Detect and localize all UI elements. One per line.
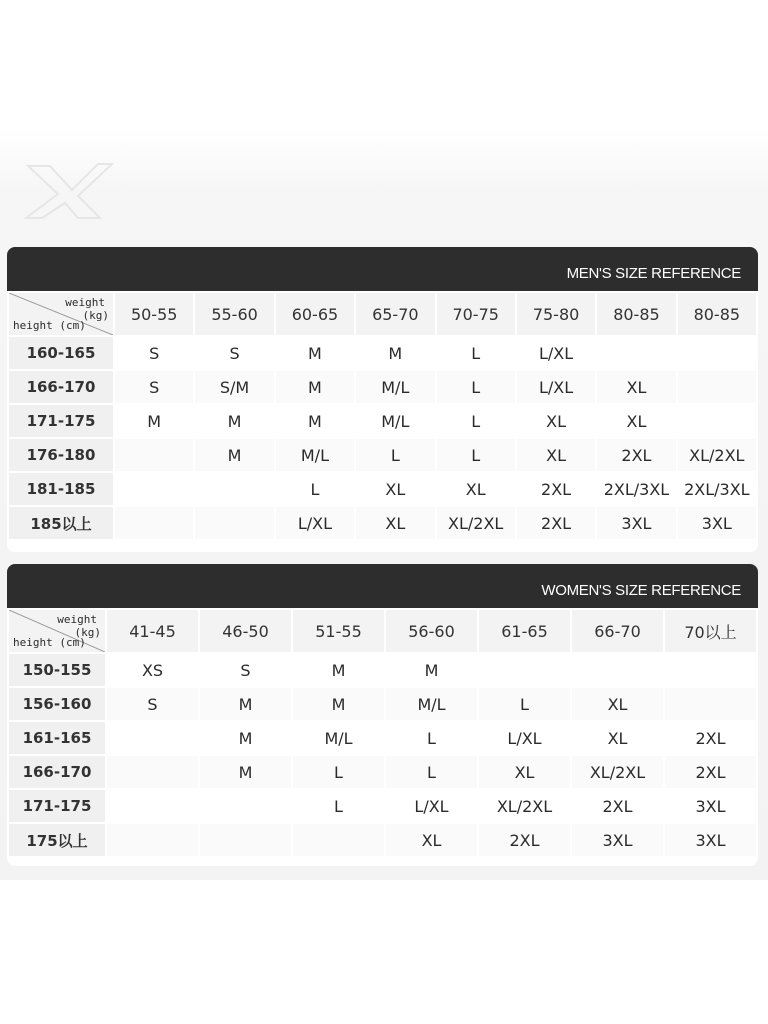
kg-label: (kg) <box>82 309 109 322</box>
size-cell: XL <box>597 405 675 437</box>
size-cell: M <box>200 722 291 754</box>
size-cell: L/XL <box>517 337 595 369</box>
size-cell: L/XL <box>479 722 570 754</box>
size-cell: XS <box>107 654 198 686</box>
height-label: height (cm) <box>13 636 86 649</box>
size-cell: L <box>276 473 354 505</box>
size-cell <box>678 337 756 369</box>
women-header-row <box>9 610 756 652</box>
size-cell <box>107 824 198 856</box>
size-cell: 3XL <box>665 790 756 822</box>
size-cell: XL <box>597 371 675 403</box>
size-cell: M/L <box>356 371 434 403</box>
height-row-header: 185以上 <box>9 507 113 539</box>
table-row <box>9 688 756 720</box>
size-cell: M/L <box>293 722 384 754</box>
height-row-header: 161-165 <box>9 722 105 754</box>
size-cell: XL <box>356 473 434 505</box>
size-cell: M <box>276 337 354 369</box>
size-cell: M <box>293 688 384 720</box>
size-cell: L <box>293 756 384 788</box>
table-row <box>9 756 756 788</box>
height-row-header: 166-170 <box>9 756 105 788</box>
table-row <box>9 405 756 437</box>
size-cell: S/M <box>195 371 273 403</box>
men-header-row <box>9 293 756 335</box>
kg-label: (kg) <box>74 626 101 639</box>
size-cell: 2XL <box>665 722 756 754</box>
size-cell <box>200 790 291 822</box>
size-cell: 3XL <box>572 824 663 856</box>
size-cell: L <box>437 337 515 369</box>
size-cell <box>479 654 570 686</box>
size-cell: L <box>479 688 570 720</box>
weight-column-header: 61-65 <box>479 610 570 652</box>
size-cell: S <box>200 654 291 686</box>
size-cell: L <box>437 371 515 403</box>
height-row-header: 171-175 <box>9 405 113 437</box>
size-cell <box>115 439 193 471</box>
table-row <box>9 824 756 856</box>
size-cell: L <box>356 439 434 471</box>
size-cell: XL <box>572 722 663 754</box>
height-row-header: 181-185 <box>9 473 113 505</box>
table-row <box>9 722 756 754</box>
height-row-header: 171-175 <box>9 790 105 822</box>
weight-column-header: 80-85 <box>678 293 756 335</box>
height-row-header: 175以上 <box>9 824 105 856</box>
size-cell: M/L <box>386 688 477 720</box>
weight-column-header: 75-80 <box>517 293 595 335</box>
weight-column-header: 55-60 <box>195 293 273 335</box>
table-row <box>9 654 756 686</box>
size-cell: S <box>195 337 273 369</box>
size-cell: XL <box>479 756 570 788</box>
size-cell: M <box>115 405 193 437</box>
size-cell: 2XL <box>572 790 663 822</box>
corner-cell <box>9 610 105 652</box>
weight-column-header: 60-65 <box>276 293 354 335</box>
size-cell: S <box>115 337 193 369</box>
size-cell <box>107 790 198 822</box>
height-row-header: 160-165 <box>9 337 113 369</box>
size-cell: XL <box>517 439 595 471</box>
size-cell <box>293 824 384 856</box>
size-cell <box>597 337 675 369</box>
size-cell: L <box>386 756 477 788</box>
size-cell: L/XL <box>386 790 477 822</box>
weight-column-header: 56-60 <box>386 610 477 652</box>
size-cell: L <box>386 722 477 754</box>
size-cell: XL <box>572 688 663 720</box>
size-cell <box>115 473 193 505</box>
height-row-header: 150-155 <box>9 654 105 686</box>
size-cell: XL <box>517 405 595 437</box>
size-cell <box>665 654 756 686</box>
height-row-header: 176-180 <box>9 439 113 471</box>
size-cell <box>107 756 198 788</box>
size-cell: M <box>276 371 354 403</box>
size-cell: M <box>200 756 291 788</box>
size-cell <box>678 371 756 403</box>
size-cell: XL <box>386 824 477 856</box>
weight-label: weight <box>57 613 97 626</box>
size-cell: XL/2XL <box>437 507 515 539</box>
size-cell: 3XL <box>678 507 756 539</box>
size-cell <box>572 654 663 686</box>
table-row <box>9 507 756 539</box>
size-cell: XL/2XL <box>479 790 570 822</box>
size-cell <box>665 688 756 720</box>
size-cell: L/XL <box>276 507 354 539</box>
weight-column-header: 41-45 <box>107 610 198 652</box>
women-size-panel <box>7 564 758 866</box>
women-panel-title: WOMEN'S SIZE REFERENCE <box>7 564 758 608</box>
corner-cell <box>9 293 113 335</box>
weight-column-header: 70以上 <box>665 610 756 652</box>
size-cell: 2XL <box>517 473 595 505</box>
table-row <box>9 439 756 471</box>
men-panel-title: MEN'S SIZE REFERENCE <box>7 247 758 291</box>
size-cell: L <box>437 439 515 471</box>
size-cell <box>107 722 198 754</box>
size-cell: M <box>386 654 477 686</box>
size-cell: 2XL <box>479 824 570 856</box>
size-cell: 3XL <box>665 824 756 856</box>
size-cell: M <box>276 405 354 437</box>
size-cell <box>678 405 756 437</box>
size-cell: M/L <box>276 439 354 471</box>
weight-column-header: 50-55 <box>115 293 193 335</box>
women-size-table <box>7 608 758 858</box>
size-cell <box>200 824 291 856</box>
size-cell: M <box>200 688 291 720</box>
size-cell: L <box>293 790 384 822</box>
weight-column-header: 65-70 <box>356 293 434 335</box>
size-cell: L/XL <box>517 371 595 403</box>
size-cell <box>195 473 273 505</box>
size-cell: M <box>356 337 434 369</box>
height-row-header: 156-160 <box>9 688 105 720</box>
size-cell: 2XL/3XL <box>597 473 675 505</box>
size-cell: 2XL/3XL <box>678 473 756 505</box>
size-cell: L <box>437 405 515 437</box>
weight-column-header: 46-50 <box>200 610 291 652</box>
table-row <box>9 337 756 369</box>
size-cell: S <box>115 371 193 403</box>
table-row <box>9 473 756 505</box>
height-row-header: 166-170 <box>9 371 113 403</box>
size-cell <box>195 507 273 539</box>
weight-column-header: 70-75 <box>437 293 515 335</box>
size-cell: 2XL <box>597 439 675 471</box>
size-cell: 3XL <box>597 507 675 539</box>
size-cell: M <box>195 405 273 437</box>
size-cell: M <box>293 654 384 686</box>
table-row <box>9 371 756 403</box>
size-cell: 2XL <box>517 507 595 539</box>
weight-column-header: 66-70 <box>572 610 663 652</box>
size-cell: S <box>107 688 198 720</box>
size-cell: XL <box>356 507 434 539</box>
weight-column-header: 80-85 <box>597 293 675 335</box>
men-size-panel <box>7 247 758 552</box>
size-cell: 2XL <box>665 756 756 788</box>
height-label: height (cm) <box>13 319 86 332</box>
size-cell: XL/2XL <box>678 439 756 471</box>
table-row <box>9 790 756 822</box>
men-size-table <box>7 291 758 541</box>
weight-column-header: 51-55 <box>293 610 384 652</box>
size-cell: XL/2XL <box>572 756 663 788</box>
size-cell: M <box>195 439 273 471</box>
brand-x-logo-icon <box>20 160 115 220</box>
size-cell: M/L <box>356 405 434 437</box>
size-cell: XL <box>437 473 515 505</box>
size-cell <box>115 507 193 539</box>
weight-label: weight <box>65 296 105 309</box>
